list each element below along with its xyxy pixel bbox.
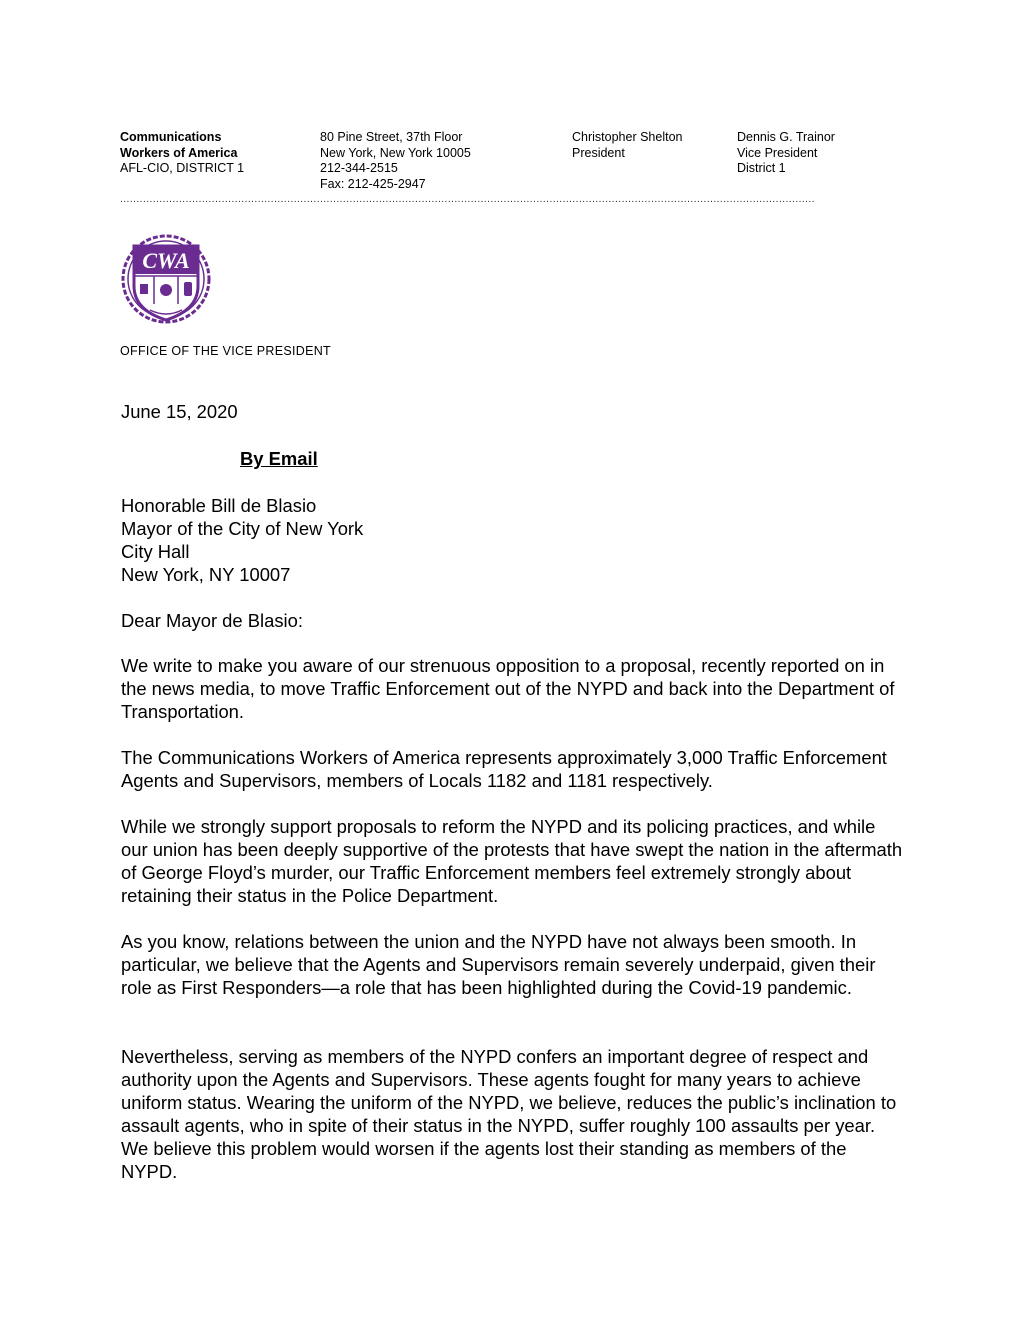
paragraph-3: While we strongly support proposals to reform the NYPD and its policing practices, and while our union has been deeply supportive of the protests that have swept the nation in the aftermath of George Floyd’s murder, our Traffic Enforcement members feel extremely strongly about retaining their status in the Police Department. [121,816,903,906]
paragraph-4: As you know, relations between the union and the NYPD have not always been smooth. In particular, we believe that the Agents and Supervisors remain severely underpaid, given their role as First Responders—a role that has been highlighted during the Covid-19 pandemic. [121,931,876,998]
vice-president-name: Dennis G. Trainor [737,130,835,144]
logo-text: CWA [142,248,190,273]
letterhead-president [572,130,682,161]
address-city: New York, New York 10005 [320,145,471,160]
address-phone: 212-344-2515 [320,161,398,175]
letter-date: June 15, 2020 [121,401,238,422]
salutation: Dear Mayor de Blasio: [121,610,303,631]
address-fax: Fax: 212-425-2947 [320,176,426,191]
vice-president-district: District 1 [737,161,786,175]
letterhead-address [320,130,471,192]
letterhead-org [120,130,244,177]
recipient-address-line1: City Hall [121,541,190,562]
president-title: President [572,145,625,160]
paragraph-2: The Communications Workers of America represents approximately 3,000 Traffic Enforcement Agents and Supervisors, members of Locals 1182 and 1181 respectively. [121,747,887,791]
letterhead-vice-president [737,130,835,177]
org-district: AFL-CIO, DISTRICT 1 [120,161,245,175]
office-heading: OFFICE OF THE VICE PRESIDENT [120,344,331,358]
org-name-line1: Communications [120,130,222,144]
president-name: Christopher Shelton [572,130,683,144]
recipient-address-line2: New York, NY 10007 [121,564,291,585]
org-name-line2: Workers of America [120,145,238,160]
letterhead-separator: .................................................................................................................................................................................................................... [120,194,816,205]
address-street: 80 Pine Street, 37th Floor [320,130,463,144]
paragraph-1: We write to make you aware of our strenuous opposition to a proposal, recently reported on in the news media, to move Traffic Enforcement out of the NYPD and back into the Department of Transportation. [121,655,895,722]
paragraph-5: Nevertheless, serving as members of the NYPD confers an important degree of respect and authority upon the Agents and Supervisors. These agents fought for many years to achieve uniform status. Wearing the uniform of the NYPD, we believe, reduces the public’s inclination to assault agents, who in spite of their status in the NYPD, suffer roughly 100 assaults per year. We believe this problem would worsen if the agents lost their standing as members of the NYPD. [121,1046,897,1182]
delivery-method: By Email [240,448,318,469]
cwa-logo [120,234,212,324]
vice-president-title: Vice President [737,145,818,160]
recipient-title: Mayor of the City of New York [121,518,364,539]
recipient-block [121,494,906,586]
recipient-name: Honorable Bill de Blasio [121,495,317,516]
